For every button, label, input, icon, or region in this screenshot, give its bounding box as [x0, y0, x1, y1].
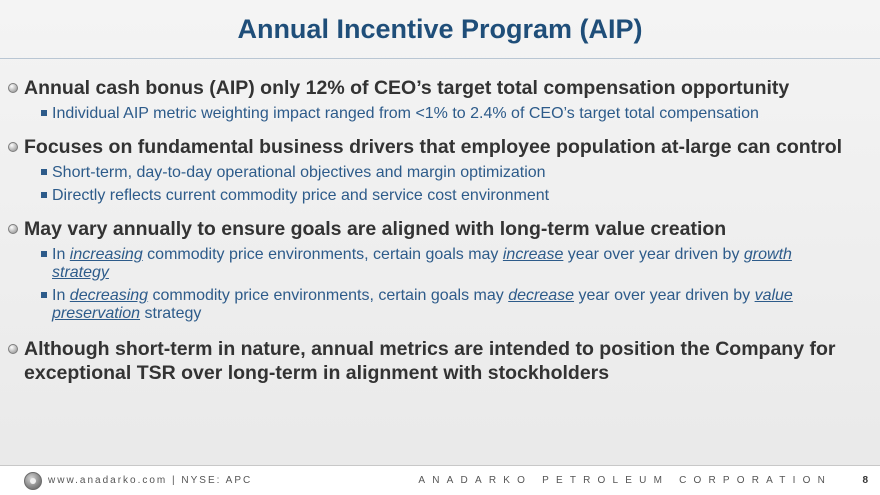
square-bullet-icon	[41, 110, 47, 116]
sub-bullet-3-1	[52, 246, 880, 282]
sub-bullet-1-1-text: Individual AIP metric weighting impact ranged from <1% to 2.4% of CEO’s target total compensation	[52, 105, 759, 122]
bullet-4-text: Although short-term in nature, annual metrics are intended to position the Company for exceptional TSR over long-term in alignment with stockholders	[24, 338, 836, 384]
bullet-group-2	[0, 135, 880, 205]
square-bullet-icon	[41, 292, 47, 298]
sub-bullet-2-2	[52, 187, 880, 205]
sub-bullet-2-2-text: Directly reflects current commodity price and service cost environment	[52, 187, 550, 204]
square-bullet-icon	[41, 251, 47, 257]
emphasis-text: preservation	[52, 305, 141, 322]
sub-bullet-1-1	[52, 105, 880, 123]
bullet-group-1	[0, 76, 880, 123]
bullet-1	[24, 76, 880, 100]
square-bullet-icon	[41, 192, 47, 198]
bullet-2	[24, 135, 880, 159]
text-segment: commodity price environments, certain goals may	[148, 287, 509, 304]
emphasis-text: growth	[743, 246, 792, 263]
slide-title: Annual Incentive Program (AIP)	[237, 14, 643, 44]
bullet-list	[0, 76, 880, 385]
text-segment: year over year driven by	[563, 246, 744, 263]
bullet-1-text: Annual cash bonus (AIP) only 12% of CEO’s target total compensation opportunity	[24, 77, 790, 99]
company-logo-icon	[24, 472, 42, 490]
text-segment: year over year driven by	[574, 287, 755, 304]
emphasis-text: strategy	[52, 264, 109, 281]
bullet-3	[24, 217, 880, 241]
emphasis-text: decrease	[508, 287, 575, 304]
sub-bullet-3-2	[52, 287, 880, 323]
footer-website: www.anadarko.com | NYSE: APC	[48, 475, 253, 486]
bullet-dot-icon	[8, 224, 18, 234]
page-number: 8	[862, 475, 868, 486]
footer	[0, 466, 880, 495]
text-segment: In	[52, 287, 70, 304]
bullet-dot-icon	[8, 142, 18, 152]
emphasis-text: value	[754, 287, 793, 304]
bullet-2-text: Focuses on fundamental business drivers that employee population at-large can control	[24, 136, 843, 158]
bullet-dot-icon	[8, 83, 18, 93]
sub-bullet-2-1-text: Short-term, day-to-day operational objectives and margin optimization	[52, 164, 546, 181]
sub-bullet-2-1	[52, 164, 880, 182]
emphasis-text: increase	[502, 246, 564, 263]
bullet-3-text: May vary annually to ensure goals are aligned with long-term value creation	[24, 218, 727, 240]
emphasis-text: decreasing	[69, 287, 149, 304]
bullet-4	[24, 337, 880, 385]
bullet-group-4	[0, 337, 880, 385]
text-segment: commodity price environments, certain goals may	[142, 246, 503, 263]
text-segment: In	[52, 246, 70, 263]
title-divider	[0, 58, 880, 59]
square-bullet-icon	[41, 169, 47, 175]
bullet-dot-icon	[8, 344, 18, 354]
emphasis-text: increasing	[69, 246, 143, 263]
footer-company-name: ANADARKO PETROLEUM CORPORATION	[418, 475, 832, 486]
text-segment: strategy	[140, 305, 202, 322]
bullet-group-3	[0, 217, 880, 323]
